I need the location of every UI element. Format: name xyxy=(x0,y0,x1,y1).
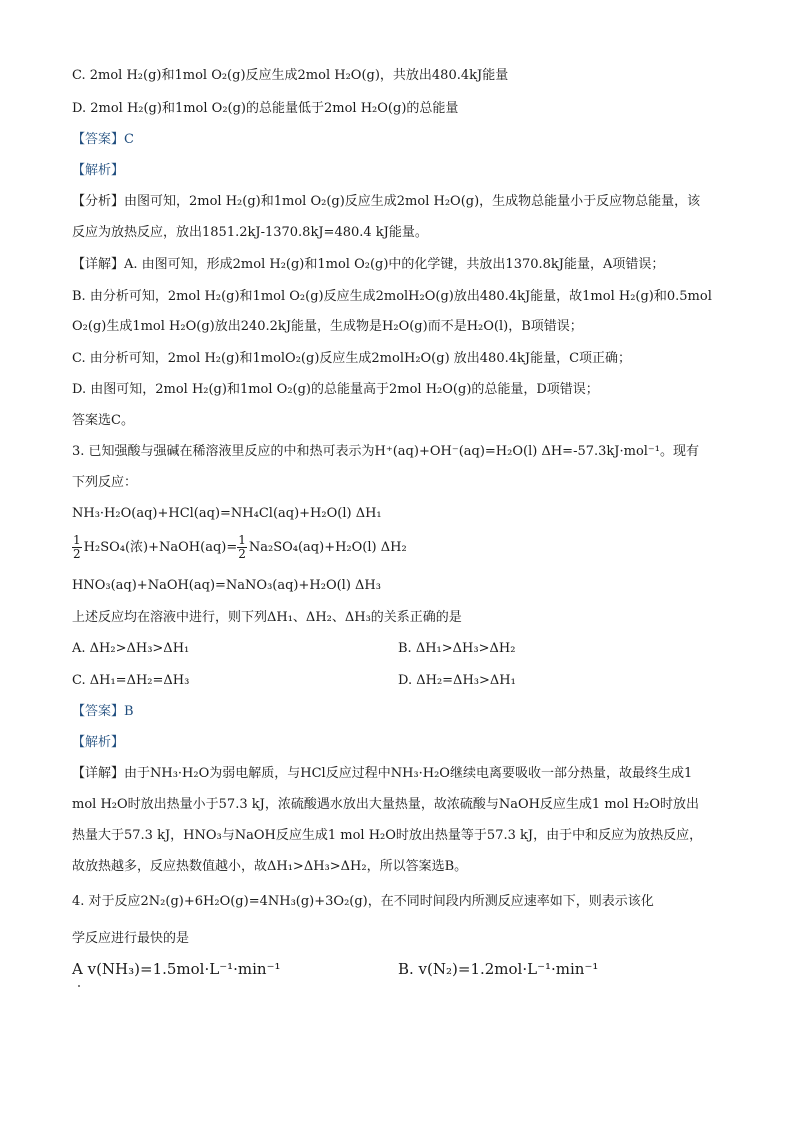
analysis-label: 【解析】 xyxy=(72,163,125,178)
answer-label: 【答案】C xyxy=(72,132,134,147)
fraction-half: $\frac{1}{2}$ xyxy=(73,533,81,561)
detail-b-1: B. 由分析可知，2mol H₂(g)和1mol O₂(g)反应生成2molH₂O(g)放出480.4kJ能量，故1mol H₂(g)和0.5mol xyxy=(72,289,712,304)
analysis-text-2: 反应为放热反应，放出1851.2kJ-1370.8kJ=480.4 kJ能量。 xyxy=(72,225,428,240)
option-d-line: D. 2mol H₂(g)和1mol O₂(g)的总能量低于2mol H₂O(g)的总能量 xyxy=(72,101,459,116)
question-3-stem: 3. 已知强酸与强碱在稀溶液里反应的中和热可表示为H⁺(aq)+OH⁻(aq)=H₂O(l) ΔH=-57.3kJ·mol⁻¹。现有 xyxy=(72,444,700,459)
answer-label-3: 【答案】B xyxy=(72,704,134,719)
question-3-stem-2: 下列反应： xyxy=(72,475,138,490)
choice-b: B. ΔH₁>ΔH₃>ΔH₂ xyxy=(398,641,516,656)
detail-3-3: 热量大于57.3 kJ，HNO₃与NaOH反应生成1 mol H₂O时放出热量等于57.3 kJ，由于中和反应为放热反应， xyxy=(72,828,703,843)
detail-d: D. 由图可知，2mol H₂(g)和1mol O₂(g)的总能量高于2mol H₂O(g)的总能量，D项错误； xyxy=(72,382,599,397)
detail-3-4: 故放热越多，反应热数值越小，故ΔH₁>ΔH₃>ΔH₂，所以答案选B。 xyxy=(72,859,468,874)
detail-b-2: O₂(g)生成1mol H₂O(g)放出240.2kJ能量，生成物是H₂O(g)而不是H₂O(l)，B项错误； xyxy=(72,319,583,334)
choice-d: D. ΔH₂=ΔH₃>ΔH₁ xyxy=(398,673,516,688)
question-4-stem: 4. 对于反应2N₂(g)+6H₂O(g)=4NH₃(g)+3O₂(g)，在不同时间段内所测反应速率如下，则表示该化 xyxy=(72,894,654,909)
detail-c: C. 由分析可知，2mol H₂(g)和1molO₂(g)反应生成2molH₂O(g) 放出480.4kJ能量，C项正确； xyxy=(72,351,632,366)
choice-4b: B. v(N₂)=1.2mol·L⁻¹·min⁻¹ xyxy=(398,960,599,978)
final-answer: 答案选C。 xyxy=(72,413,134,428)
question-4-stem-2: 学反应进行最快的是 xyxy=(72,931,190,946)
choice-a: A. ΔH₂>ΔH₃>ΔH₁ xyxy=(72,641,190,656)
choice-4a: A v(NH₃)=1.5mol·L⁻¹·min⁻¹ xyxy=(72,960,281,978)
detail-a: 【详解】A. 由图可知，形成2mol H₂(g)和1mol O₂(g)中的化学键，共放出1370.8kJ能量，A项错误； xyxy=(72,257,665,272)
detail-3-2: mol H₂O时放出热量小于57.3 kJ，浓硫酸遇水放出大量热量，故浓硫酸与NaOH反应生成1 mol H₂O时放出 xyxy=(72,797,699,812)
stray-dot xyxy=(78,985,80,987)
choice-c: C. ΔH₁=ΔH₂=ΔH₃ xyxy=(72,673,190,688)
reaction-2: $\frac{1}{2}$ H₂SO₄(浓)+NaOH(aq)= $\frac{1}{2}$ Na₂SO₄(aq)+H₂O(l) ΔH₂ xyxy=(73,533,407,561)
option-c-line: C. 2mol H₂(g)和1mol O₂(g)反应生成2mol H₂O(g)，共放出480.4kJ能量 xyxy=(72,68,509,83)
analysis-text-1: 【分析】由图可知，2mol H₂(g)和1mol O₂(g)反应生成2mol H₂O(g)，生成物总能量小于反应物总能量，该 xyxy=(72,194,701,209)
analysis-label-3: 【解析】 xyxy=(72,735,125,750)
detail-3-1: 【详解】由于NH₃·H₂O为弱电解质，与HCl反应过程中NH₃·H₂O继续电离要吸收一部分热量，故最终生成1 xyxy=(72,766,693,781)
reaction-3: HNO₃(aq)+NaOH(aq)=NaNO₃(aq)+H₂O(l) ΔH₃ xyxy=(72,578,381,593)
question-3-ask: 上述反应均在溶液中进行，则下列ΔH₁、ΔH₂、ΔH₃的关系正确的是 xyxy=(72,610,462,625)
reaction-1: NH₃·H₂O(aq)+HCl(aq)=NH₄Cl(aq)+H₂O(l) ΔH₁ xyxy=(72,506,382,521)
fraction-half-2: $\frac{1}{2}$ xyxy=(238,533,246,561)
